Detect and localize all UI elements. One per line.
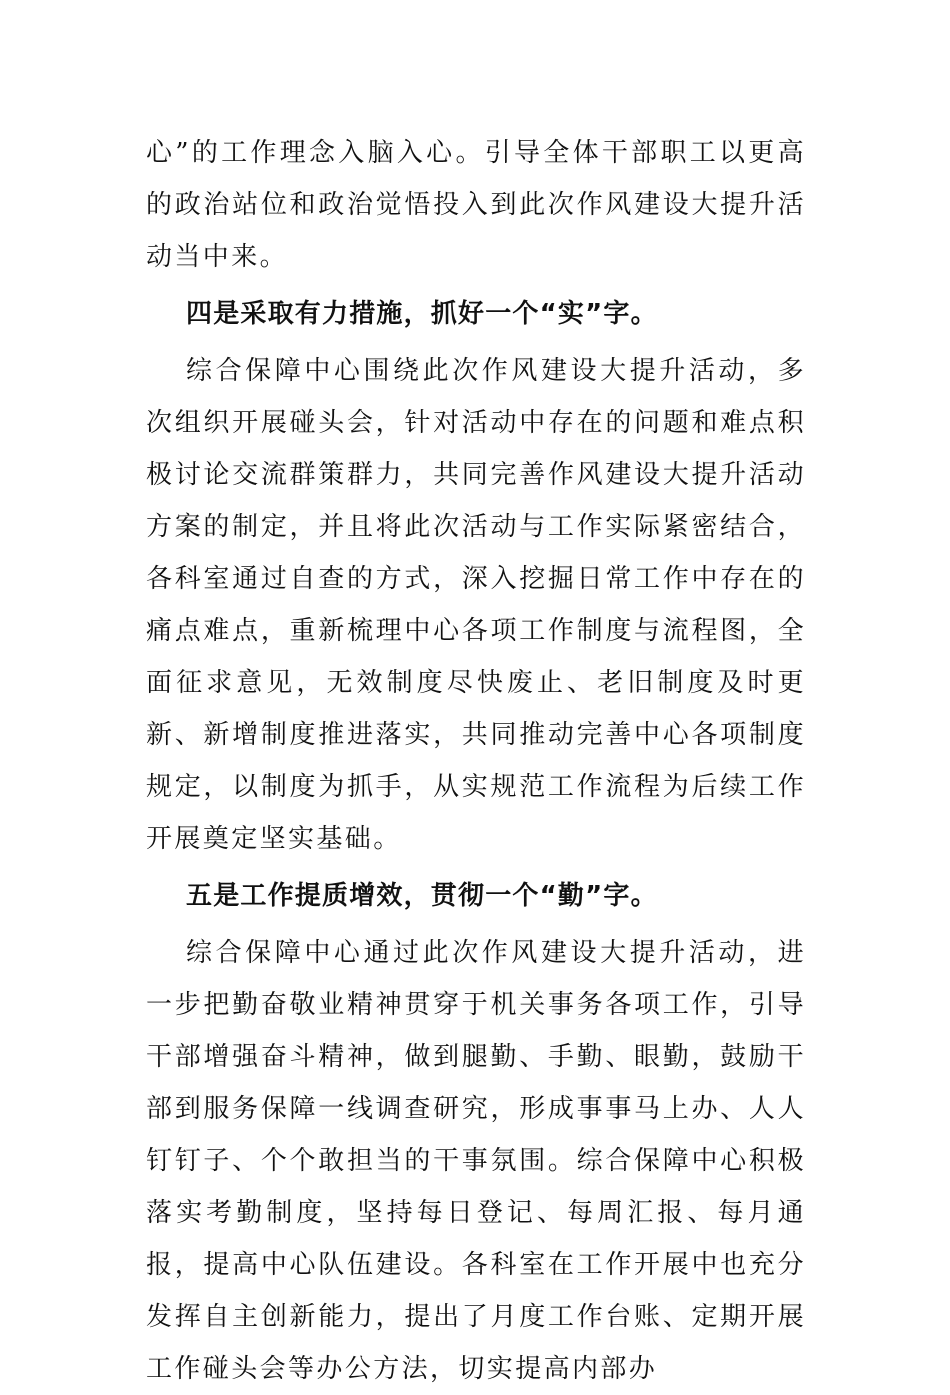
section-heading-5: 五是工作提质增效，贯彻一个“勤”字。	[186, 881, 658, 911]
paragraph-continuation: 心”的工作理念入脑入心。引导全体干部职工以更高的政治站位和政治觉悟投入到此次作风建设大提升活动当中来。	[146, 138, 806, 272]
paragraph-section-4: 综合保障中心围绕此次作风建设大提升活动，多次组织开展碰头会，针对活动中存在的问题和难点积极讨论交流群策群力，共同完善作风建设大提升活动方案的制定，并且将此次活动与工作实际紧密结合，各科室通过自查的方式，深入挖掘日常工作中存在的痛点难点，重新梳理中心各项工作制度与流程图，全面征求意见，无效制度尽快废止、老旧制度及时更新、新增制度推进落实，共同推动完善中心各项制度规定，以制度为抓手，从实规范工作流程为后续工作开展奠定坚实基础。	[146, 356, 806, 854]
section-heading-4: 四是采取有力措施，抓好一个“实”字。	[186, 299, 658, 329]
document-body	[146, 127, 806, 1395]
paragraph-section-5: 综合保障中心通过此次作风建设大提升活动，进一步把勤奋敬业精神贯穿于机关事务各项工作，引导干部增强奋斗精神，做到腿勤、手勤、眼勤，鼓励干部到服务保障一线调查研究，形成事事马上办、人人钉钉子、个个敢担当的干事氛围。综合保障中心积极落实考勤制度，坚持每日登记、每周汇报、每月通报，提高中心队伍建设。各科室在工作开展中也充分发挥自主创新能力，提出了月度工作台账、定期开展工作碰头会等办公方法，切实提高内部办	[146, 938, 806, 1384]
